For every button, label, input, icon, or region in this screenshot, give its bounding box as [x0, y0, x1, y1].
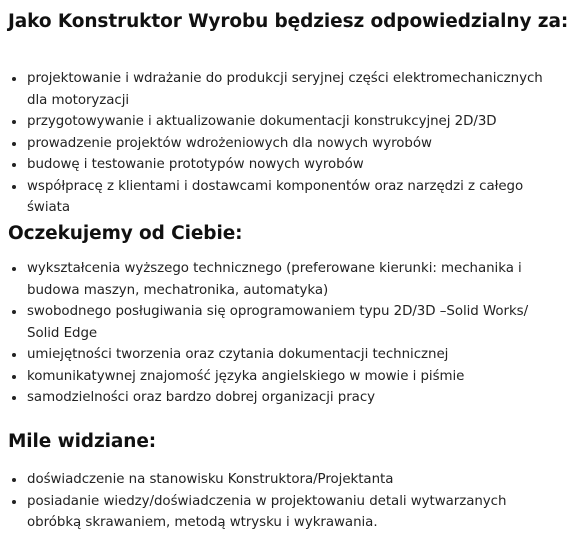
requirements-list: [0, 258, 560, 409]
section-heading-nice-to-have: Mile widziane:: [8, 431, 157, 452]
list-item: budowę i testowanie prototypów nowych wyrobów: [0, 154, 560, 176]
list-item: wykształcenia wyższego technicznego (preferowane kierunki: mechanika i budowa maszyn, mechatronika, automatyka): [0, 258, 560, 301]
section-heading-responsibilities: Jako Konstruktor Wyrobu będziesz odpowiedzialny za:: [8, 11, 568, 32]
list-item: przygotowywanie i aktualizowanie dokumentacji konstrukcyjnej 2D/3D: [0, 111, 560, 133]
list-item: posiadanie wiedzy/doświadczenia w projektowaniu detali wytwarzanych obróbką skrawaniem, metodą wtrysku i wykrawania.: [0, 491, 560, 534]
list-item: swobodnego posługiwania się oprogramowaniem typu 2D/3D –Solid Works/ Solid Edge: [0, 301, 560, 344]
list-item: samodzielności oraz bardzo dobrej organizacji pracy: [0, 387, 560, 409]
list-item: doświadczenie na stanowisku Konstruktora/Projektanta: [0, 469, 560, 491]
list-item: współpracę z klientami i dostawcami komponentów oraz narzędzi z całego świata: [0, 176, 560, 219]
responsibilities-list: [0, 68, 560, 219]
list-item: projektowanie i wdrażanie do produkcji seryjnej części elektromechanicznych dla motoryzacji: [0, 68, 560, 111]
list-item: umiejętności tworzenia oraz czytania dokumentacji technicznej: [0, 344, 560, 366]
section-heading-requirements: Oczekujemy od Ciebie:: [8, 223, 243, 244]
list-item: komunikatywnej znajomość języka angielskiego w mowie i piśmie: [0, 366, 560, 388]
list-item: prowadzenie projektów wdrożeniowych dla nowych wyrobów: [0, 133, 560, 155]
nice-to-have-list: [0, 469, 560, 534]
